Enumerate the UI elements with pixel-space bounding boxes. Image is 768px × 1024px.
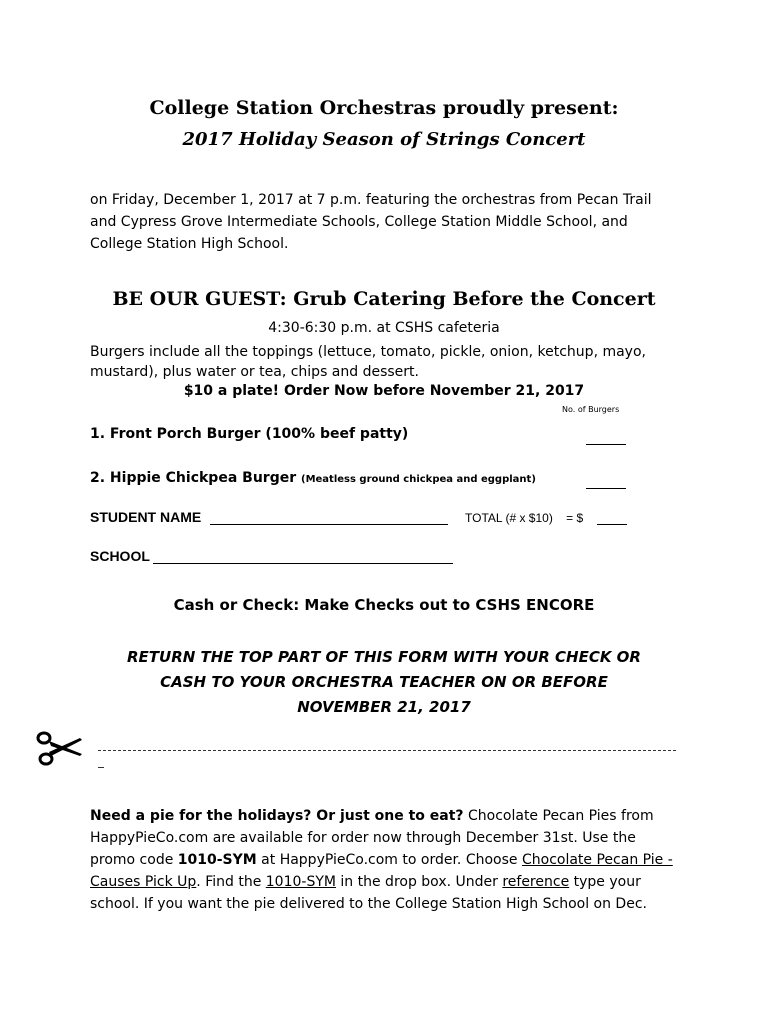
- return-instructions: [60, 645, 708, 720]
- return-line-1: RETURN THE TOP PART OF THIS FORM WITH YOUR CHECK OR: [127, 648, 641, 666]
- order-item-front-porch: [90, 426, 408, 442]
- front-porch-quantity-blank[interactable]: [586, 430, 626, 445]
- reference-link: reference: [502, 874, 570, 890]
- order-item-note: (Meatless ground chickpea and eggplant): [301, 474, 536, 485]
- pie-text-segment: . Find the: [196, 874, 266, 890]
- pie-question: Need a pie for the holidays? Or just one to eat?: [90, 808, 464, 824]
- concert-intro-paragraph: on Friday, December 1, 2017 at 7 p.m. featuring the orchestras from Pecan Trail and Cypress Grove Intermediate Schools, College Station Middle School, and College Station High School.: [90, 192, 652, 252]
- school-label: SCHOOL: [90, 548, 150, 564]
- catering-time: 4:30-6:30 p.m. at CSHS cafeteria: [268, 320, 500, 336]
- pie-option-link: Chocolate Pecan Pie - Causes Pick Up: [90, 852, 673, 890]
- pie-text-segment: type your school. If you want the pie delivered to the College Station High School on Dec.: [90, 874, 647, 912]
- pie-promo-paragraph: [90, 805, 680, 915]
- catering-heading: BE OUR GUEST: Grub Catering Before the Concert: [112, 288, 656, 310]
- student-name-label: STUDENT NAME: [90, 509, 202, 525]
- promo-code-link: 1010-SYM: [265, 874, 336, 890]
- order-item-hippie-chickpea: [90, 470, 536, 486]
- return-line-3: NOVEMBER 21, 2017: [297, 698, 471, 716]
- chickpea-quantity-blank[interactable]: [586, 474, 626, 489]
- number-of-burgers-label: No. of Burgers: [562, 405, 620, 414]
- cut-line: [98, 750, 676, 751]
- pie-text-segment: in the drop box. Under: [335, 874, 503, 890]
- return-line-2: CASH TO YOUR ORCHESTRA TEACHER ON OR BEFORE: [160, 673, 608, 691]
- school-blank[interactable]: [153, 549, 453, 564]
- total-label: [465, 511, 583, 525]
- total-formula: TOTAL (# x $10): [465, 511, 553, 525]
- cut-line-tail: [98, 767, 104, 768]
- scissors-icon: [36, 728, 86, 768]
- pie-text-segment: at HappyPieCo.com to order. Choose: [256, 852, 522, 868]
- promo-code: 1010-SYM: [177, 852, 257, 868]
- title-line-1: College Station Orchestras proudly present:: [149, 97, 619, 119]
- total-amount-blank[interactable]: [597, 511, 627, 525]
- student-name-blank[interactable]: [210, 510, 448, 525]
- concert-title: 2017 Holiday Season of Strings Concert: [182, 129, 586, 150]
- burger-description: Burgers include all the toppings (lettuce, tomato, pickle, onion, ketchup, mayo, mustard), plus water or tea, chips and dessert.: [90, 344, 646, 380]
- order-item-label: 1. Front Porch Burger (100% beef patty): [90, 426, 409, 442]
- total-equals: = $: [566, 511, 584, 525]
- payment-instructions: Cash or Check: Make Checks out to CSHS ENCORE: [173, 596, 595, 614]
- price-line: $10 a plate! Order Now before November 21, 2017: [183, 383, 585, 399]
- pie-text-segment: Chocolate Pecan Pies from HappyPieCo.com are available for order now through December 31st. Use the promo code: [90, 808, 654, 868]
- order-item-label: 2. Hippie Chickpea Burger: [90, 470, 297, 486]
